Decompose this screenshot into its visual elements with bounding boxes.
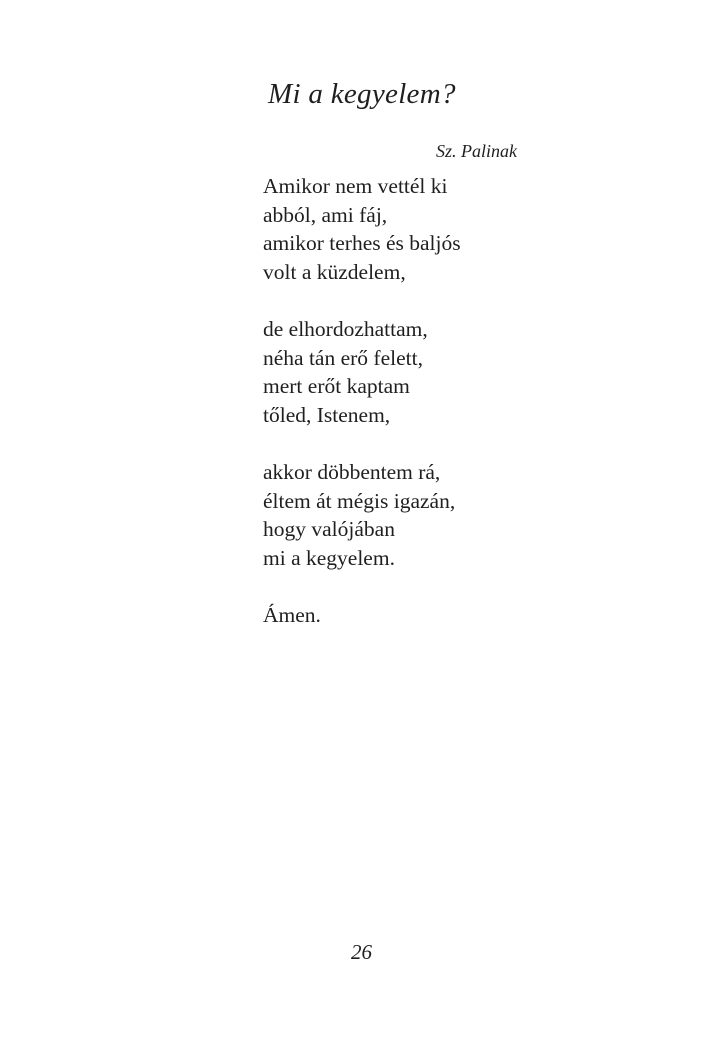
stanza <box>263 458 663 572</box>
stanza <box>263 172 663 286</box>
poem-line: de elhordozhattam, <box>263 317 428 341</box>
page-number: 26 <box>351 940 372 964</box>
poem-line: mert erőt kaptam <box>263 374 410 398</box>
stanza <box>263 315 663 429</box>
poem-title: Mi a kegyelem? <box>268 78 456 110</box>
poem-author: Sz. Palinak <box>436 141 517 161</box>
poem-line: abból, ami fáj, <box>263 202 388 227</box>
stanza-amen <box>263 601 663 630</box>
poem-line: amikor terhes és baljós <box>263 231 461 255</box>
poem-line: éltem át mégis igazán, <box>263 488 456 513</box>
poem-body <box>263 172 663 659</box>
poem-line: Ámen. <box>263 603 321 627</box>
poem-line: hogy valójában <box>263 517 395 541</box>
poem-line: volt a küzdelem, <box>263 259 406 284</box>
poem-line: tőled, Istenem, <box>263 402 391 427</box>
poem-line: néha tán erő felett, <box>263 345 423 370</box>
poem-line: akkor döbbentem rá, <box>263 460 441 484</box>
poem-line: mi a kegyelem. <box>263 545 395 570</box>
poem-line: Amikor nem vettél ki <box>263 174 448 198</box>
